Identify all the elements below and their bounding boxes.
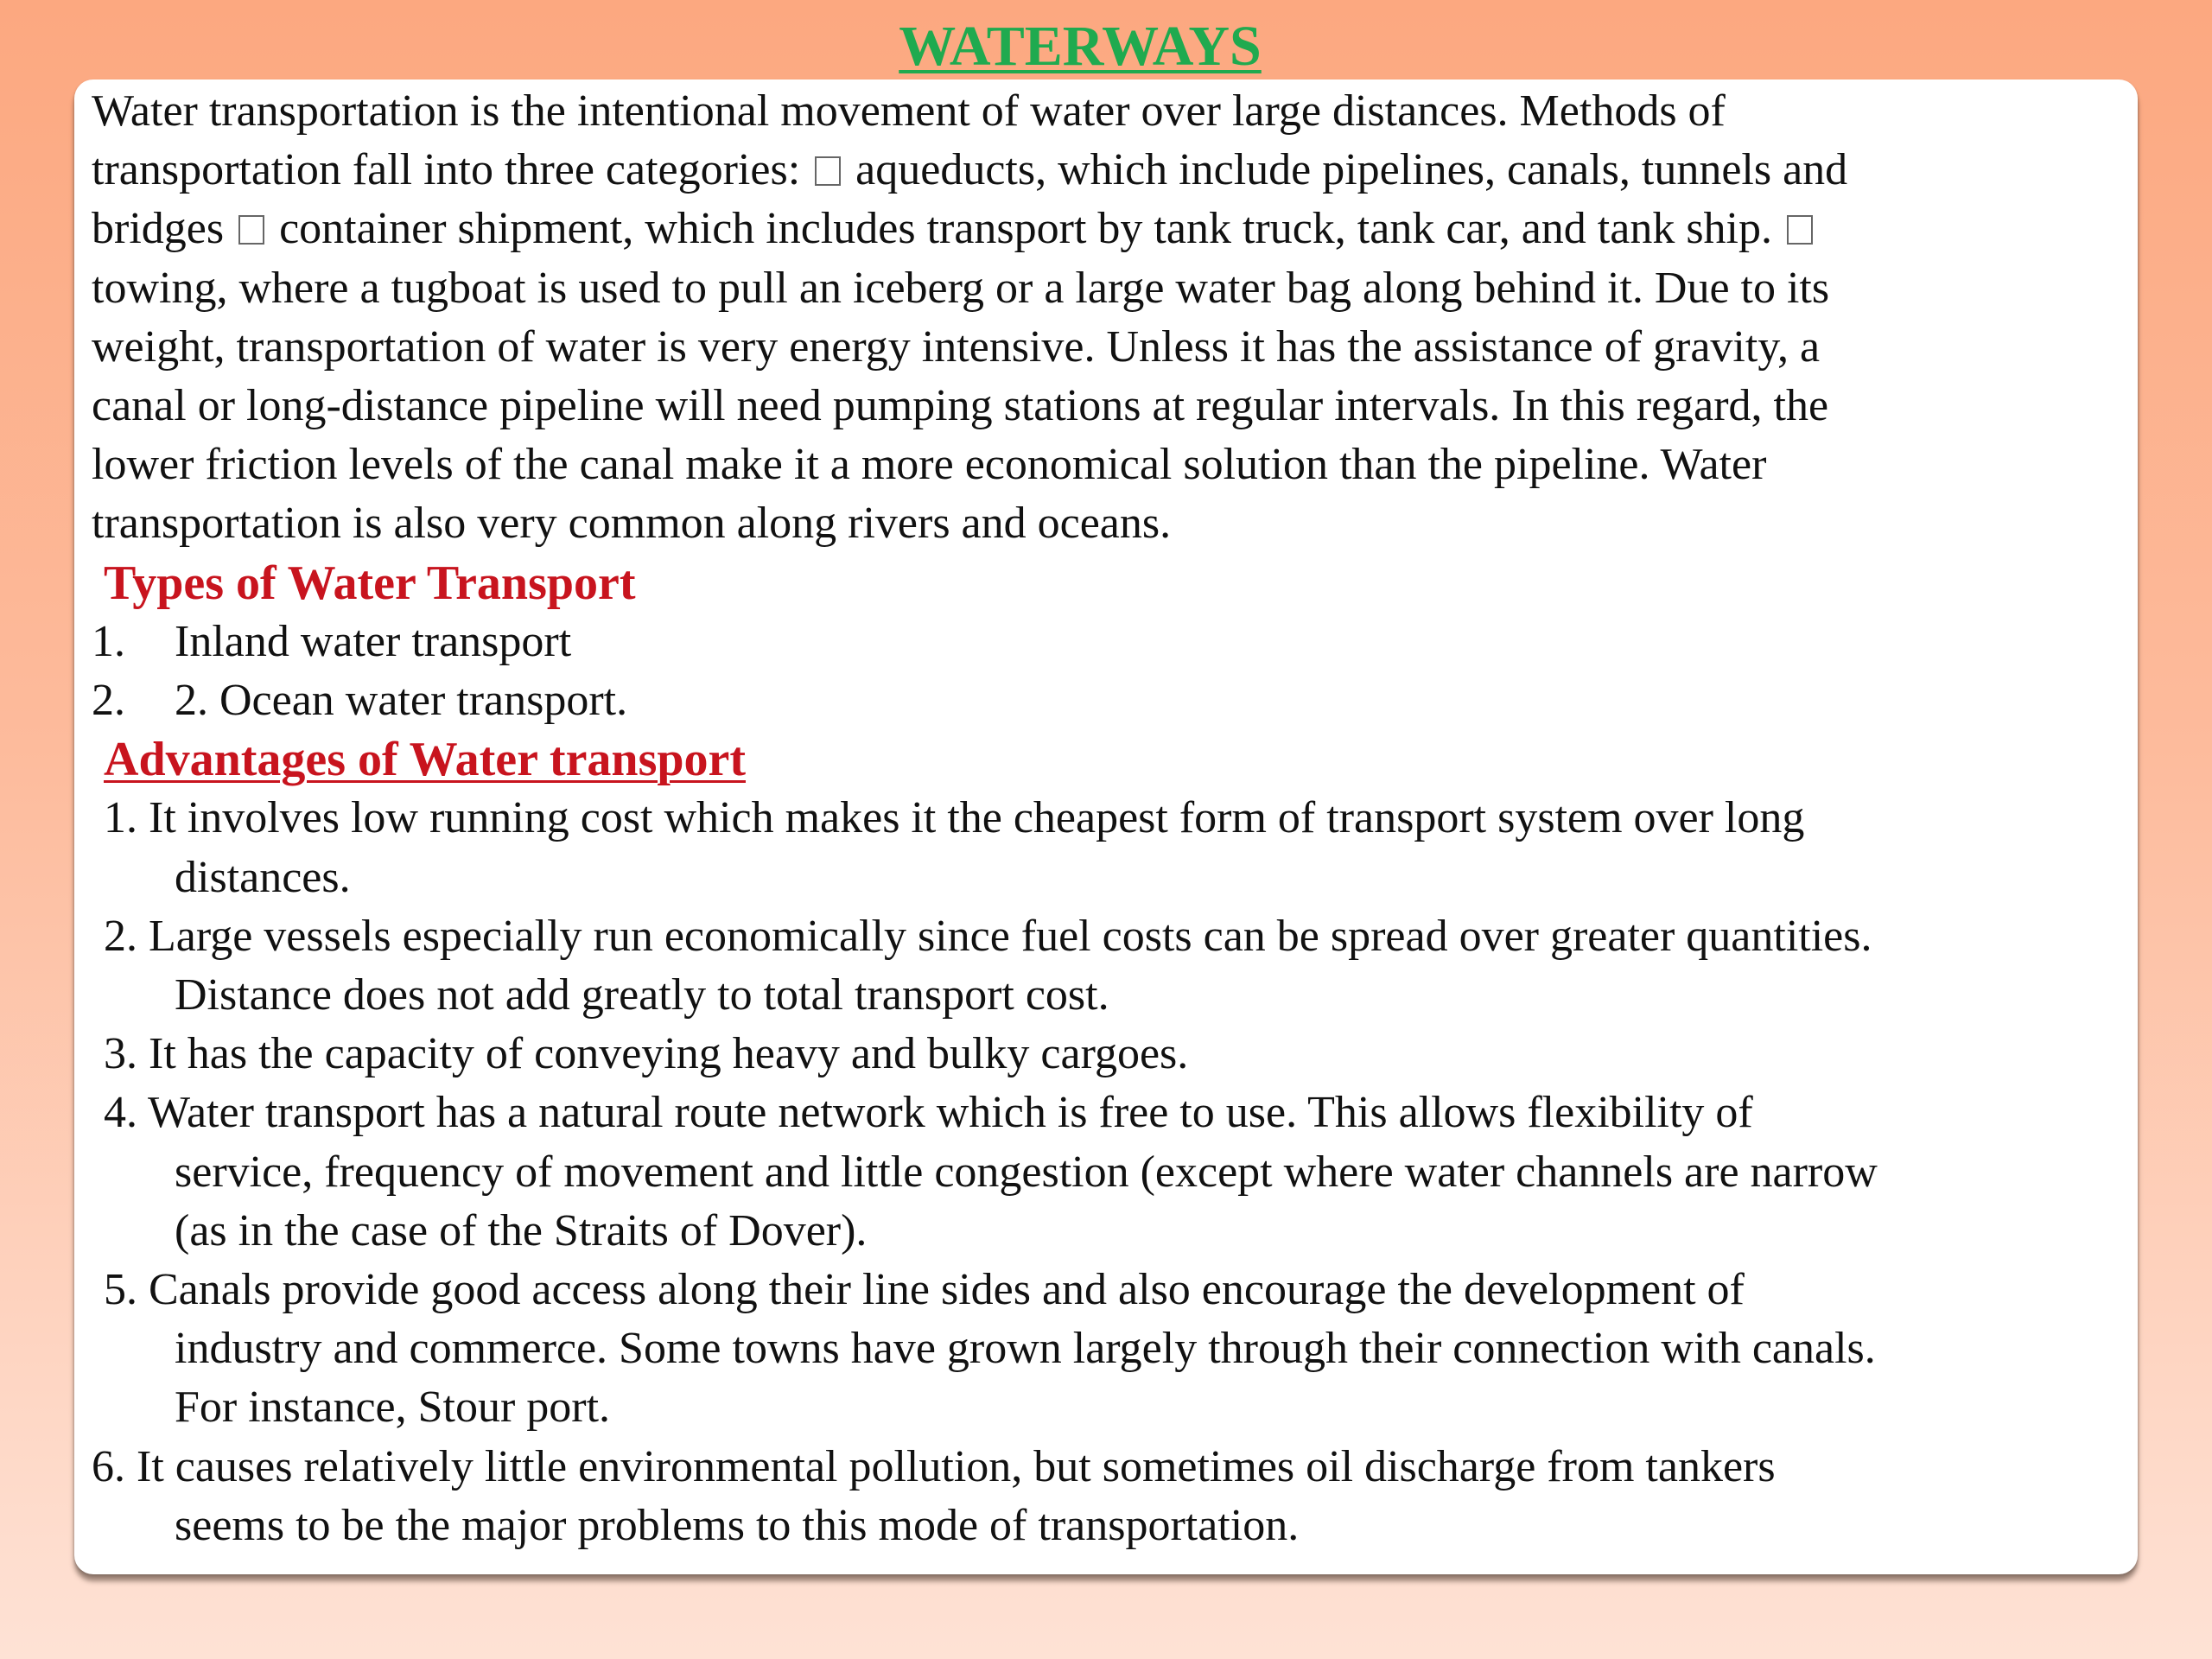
advantage-continuation: seems to be the major problems to this mode of transportation. [175, 1500, 1300, 1550]
list-text: 2. Ocean water transport. [175, 676, 628, 726]
intro-line [92, 494, 2138, 553]
advantage-continuation: industry and commerce. Some towns have grown largely through their connection with canals. [175, 1324, 1876, 1374]
intro-text: lower friction levels of the canal make it a more economical solution than the pipeline. Water [92, 440, 1767, 490]
advantage-item [92, 789, 2138, 906]
intro-text: transportation fall into three categories: [92, 145, 812, 195]
intro-line [92, 200, 2138, 258]
list-number: 2. [92, 676, 125, 726]
intro-text: container shipment, which includes transport by tank truck, tank car, and tank ship. [268, 204, 1784, 254]
intro-line [92, 141, 2138, 200]
advantage-item [92, 1025, 2138, 1084]
intro-text: aqueducts, which include pipelines, canals, tunnels and [844, 145, 1848, 195]
intro-line [92, 435, 2138, 494]
intro-text: transportation is also very common along rivers and oceans. [92, 499, 1172, 549]
list-text: Inland water transport [175, 616, 572, 666]
intro-text: weight, transportation of water is very energy intensive. Unless it has the assistance of gravity, a [92, 321, 1821, 372]
intro-line [92, 377, 2138, 435]
list-item [92, 613, 2138, 671]
advantage-item [92, 1438, 2138, 1555]
intro-text: bridges [92, 204, 236, 254]
missing-glyph-box-icon [815, 156, 841, 186]
advantage-text: 3. It has the capacity of conveying heavy and bulky cargoes. [104, 1029, 1189, 1079]
advantages-list [92, 789, 2138, 1555]
advantage-item [92, 1261, 2138, 1438]
intro-text: canal or long-distance pipeline will need pumping stations at regular intervals. In this regard, the [92, 381, 1829, 431]
advantage-continuation: service, frequency of movement and little congestion (except where water channels are narrow [175, 1147, 1878, 1197]
advantage-item [92, 907, 2138, 1025]
missing-glyph-box-icon [238, 215, 264, 245]
advantage-text: 1. It involves low running cost which makes it the cheapest form of transport system over long [104, 793, 1805, 843]
types-heading: Types of Water Transport [104, 556, 636, 610]
advantage-text: 5. Canals provide good access along their line sides and also encourage the development of [104, 1265, 1745, 1315]
advantage-continuation: distances. [175, 852, 351, 902]
advantage-item [92, 1084, 2138, 1261]
slide-title: WATERWAYS [899, 15, 1262, 78]
types-list [92, 613, 2138, 730]
list-number: 1. [92, 616, 125, 666]
advantage-continuation: (as in the case of the Straits of Dover). [175, 1205, 868, 1255]
advantage-text: 6. It causes relatively little environmental pollution, but sometimes oil discharge from tankers [92, 1441, 1776, 1491]
intro-line [92, 82, 2138, 141]
missing-glyph-box-icon [1787, 215, 1813, 245]
advantage-continuation: Distance does not add greatly to total transport cost. [175, 970, 1109, 1020]
advantage-text: 2. Large vessels especially run economically since fuel costs can be spread over greater quantities. [104, 911, 1872, 961]
advantage-text: 4. Water transport has a natural route network which is free to use. This allows flexibility of [104, 1088, 1753, 1138]
intro-line [92, 259, 2138, 318]
list-item [92, 671, 2138, 730]
advantages-heading: Advantages of Water transport [104, 733, 747, 787]
content-box [74, 79, 2138, 1574]
intro-line [92, 318, 2138, 377]
intro-paragraph [92, 82, 2138, 554]
intro-text: towing, where a tugboat is used to pull an iceberg or a large water bag along behind it. Due to its [92, 263, 1830, 313]
intro-text: Water transportation is the intentional movement of water over large distances. Methods of [92, 86, 1726, 136]
advantage-continuation: For instance, Stour port. [175, 1382, 611, 1433]
